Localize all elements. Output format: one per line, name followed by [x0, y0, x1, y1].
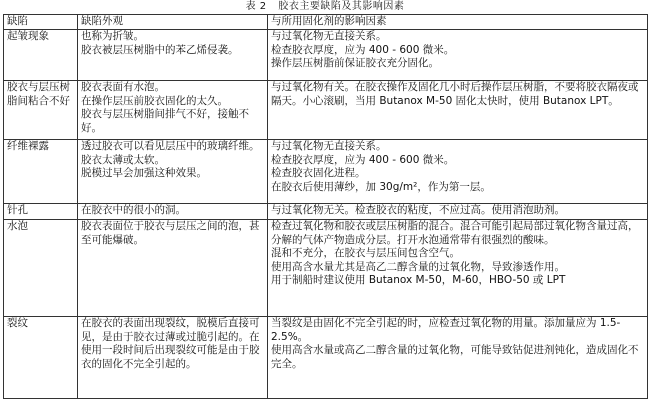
appearance-cell: 在胶衣的表面出现裂纹，脱模后直接可见，是由于胶衣过薄或过脆引起的。在使用一段时间后出现裂纹可能是由于胶衣的固化不完全引起的。 [78, 317, 268, 399]
factors-cell: 与过氧化物无关。检查胶衣的粘度，不应过高。使用消泡助剂。 [268, 204, 648, 220]
table-row [4, 140, 648, 204]
header-defect: 缺陷 [4, 15, 78, 30]
defect-cell: 纤维裸露 [4, 140, 78, 204]
appearance-cell: 透过胶衣可以看见层压中的玻璃纤维。 胶衣太薄或太软。 脱模过早会加强这种效果。 [78, 140, 268, 204]
defect-cell: 起皱现象 [4, 30, 78, 81]
factors-cell: 与过氧化物无直接关系。 检查胶衣厚度，应为 400 - 600 微米。 检查胶衣固化进程。 在胶衣后使用薄纱，加 30g/m²，作为第一层。 [268, 140, 648, 204]
table-caption [0, 0, 650, 13]
caption-title: 胶衣主要缺陷及其影响因素 [278, 1, 405, 12]
appearance-cell: 在胶衣中的很小的洞。 [78, 204, 268, 220]
header-factors: 与所用固化剂的影响因素 [268, 15, 648, 30]
table-row [4, 220, 648, 317]
appearance-cell: 胶衣表面有水泡。 在操作层压前胶衣固化的太久。 胶衣与层压树脂间排气不好，接触不好。 [78, 81, 268, 140]
defect-cell: 胶衣与层压树脂间粘合不好 [4, 81, 78, 140]
header-appearance: 缺陷外观 [78, 15, 268, 30]
table-row [4, 204, 648, 220]
appearance-cell: 也称为折皱。 胶衣被层压树脂中的苯乙烯侵袭。 [78, 30, 268, 81]
header-row [4, 15, 648, 30]
table-row [4, 81, 648, 140]
defects-table [3, 14, 648, 399]
factors-cell: 当裂纹是由固化不完全引起的时，应检查过氧化物的用量。添加量应为 1.5-2.5%。 使用高含水量或高乙二醇含量的过氧化物，可能导致钴促进剂钝化，造成固化不完全。 [268, 317, 648, 399]
factors-cell: 与过氧化物有关。在胶衣操作及固化几小时后操作层压树脂，不要将胶衣隔夜或隔天。小心滚刷，当用 Butanox M-50 固化太快时，使用 Butanox LPT。 [268, 81, 648, 140]
appearance-cell: 胶衣表面位于胶衣与层压之间的泡，甚至可能爆破。 [78, 220, 268, 317]
defect-cell: 针孔 [4, 204, 78, 220]
factors-cell: 检查过氧化物和胶衣或层压树脂的混合。混合可能引起局部过氧化物含量过高，分解的气体产物造成分层。打开水泡通常带有很强烈的酸味。 混和不充分，在胶衣与层压间包含空气。 使用高含水量尤其是高乙二醇含量的过氧化物，导致渗透作用。 用于制船时建议使用 Butanox M-50，M-60，HBO-50 或 LPT [268, 220, 648, 317]
defect-cell: 水泡 [4, 220, 78, 317]
defect-cell: 裂纹 [4, 317, 78, 399]
table-row [4, 317, 648, 399]
caption-label: 表 2 [245, 1, 267, 12]
table-row [4, 30, 648, 81]
factors-cell: 与过氧化物无直接关系。 检查胶衣厚度，应为 400 - 600 微米。 操作层压树脂前保证胶衣充分固化。 [268, 30, 648, 81]
